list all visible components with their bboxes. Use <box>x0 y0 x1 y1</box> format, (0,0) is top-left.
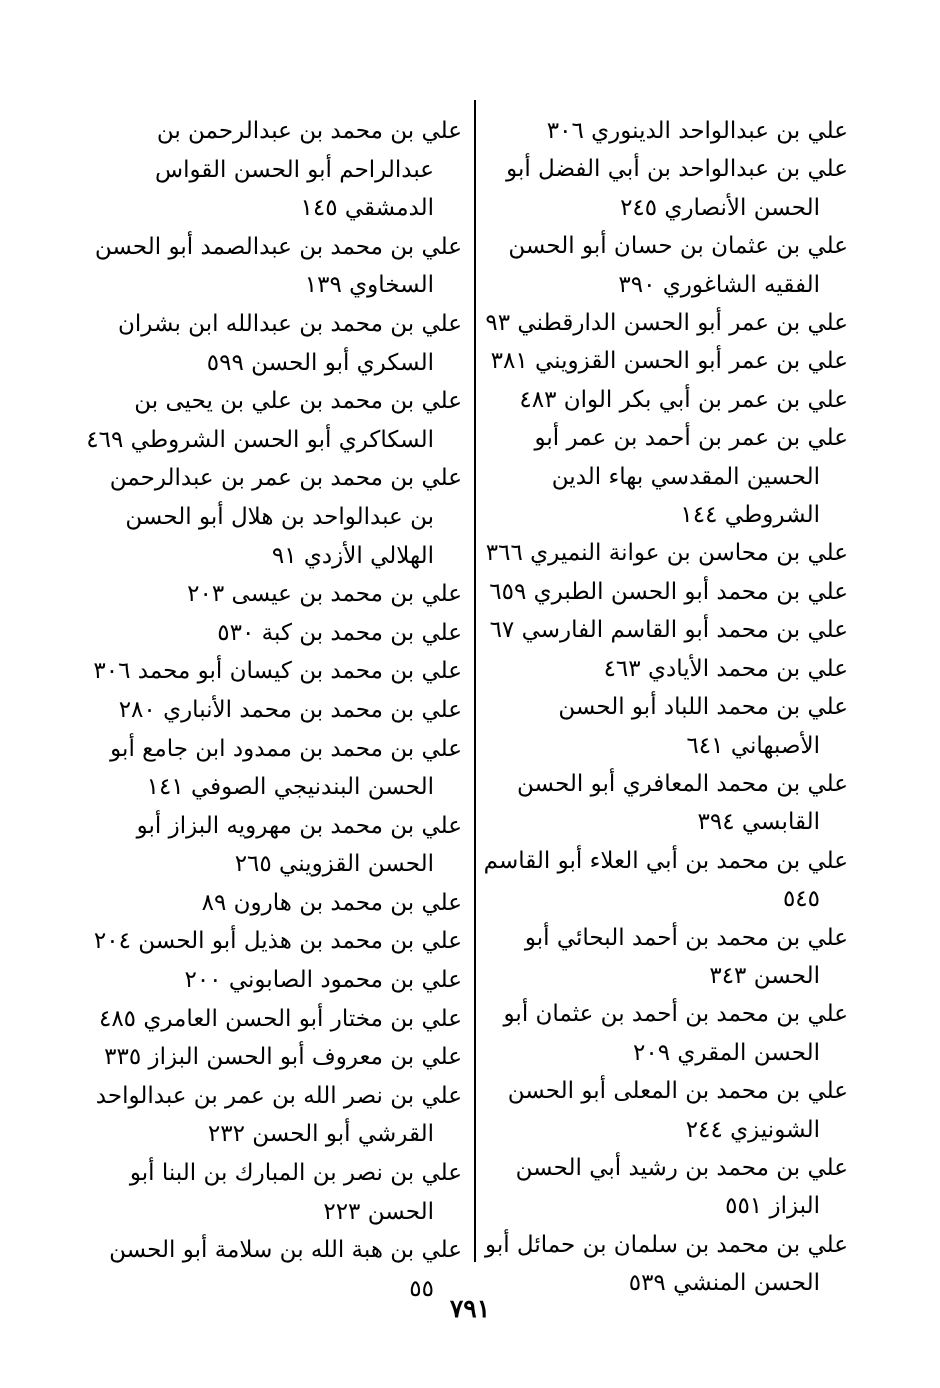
index-entry: علي بن نصر بن المبارك بن البنا أبو الحسن ٢٢٣ <box>129 1160 462 1225</box>
index-entry: علي بن عبدالواحد بن أبي الفضل أبو الحسن الأنصاري ٢٤٥ <box>506 156 848 221</box>
index-entry: علي بن محمد أبو الحسن الطبري ٦٥٩ <box>489 578 848 605</box>
index-entry: علي بن نصر الله بن عمر بن عبدالواحد القرشي أبو الحسن ٢٣٢ <box>95 1082 462 1148</box>
right-index-column <box>468 112 848 1303</box>
index-entry: علي بن محمد بن عبدالرحمن بن عبدالراحم أبو الحسن القواس الدمشقي ١٤٥ <box>155 118 462 222</box>
index-entry: علي بن محمد بن هارون ٨٩ <box>201 889 462 916</box>
index-entry: علي بن عمر أبو الحسن الدارقطني ٩٣ <box>485 310 848 337</box>
index-entry: علي بن محمد بن علي بن يحيى بن السكاكري أبو الحسن الشروطي ٤٦٩ <box>86 388 462 453</box>
index-entry: علي بن محاسن بن عوانة النميري ٣٦٦ <box>485 540 848 567</box>
index-entry: علي بن محمد المعافري أبو الحسن القابسي ٣٩٤ <box>517 770 848 836</box>
index-entry: علي بن عمر أبو الحسن القزويني ٣٨١ <box>490 348 848 375</box>
index-entry: علي بن محمد اللباد أبو الحسن الأصبهاني ٦٤١ <box>558 694 848 759</box>
index-entry: علي بن محمود الصابوني ٢٠٠ <box>184 967 462 994</box>
index-entry: علي بن محمد بن رشيد أبي الحسن البزاز ٥٥١ <box>515 1154 848 1220</box>
index-entry: علي بن هبة الله بن سلامة أبو الحسن ٥٥ <box>109 1237 462 1302</box>
index-entry: علي بن محمد بن عبدالله ابن بشران السكري أبو الحسن ٥٩٩ <box>117 310 462 376</box>
index-entry: علي بن عمر بن أبي بكر الوان ٤٨٣ <box>519 386 848 413</box>
index-entry: علي بن محمد بن كبة ٥٣٠ <box>217 619 462 646</box>
index-entry: علي بن معروف أبو الحسن البزاز ٣٣٥ <box>104 1044 462 1071</box>
index-entry: علي بن محمد بن أحمد البحائي أبو الحسن ٣٤٣ <box>524 924 848 989</box>
index-entry: علي بن محمد بن المعلى أبو الحسن الشونيزي ٢٤٤ <box>507 1078 848 1143</box>
index-entry: علي بن محمد بن مهرويه البزاز أبو الحسن القزويني ٢٦٥ <box>136 812 462 878</box>
index-entry: علي بن محمد بن سلمان بن حمائل أبو الحسن المنشي ٥٣٩ <box>484 1231 848 1297</box>
index-entry: علي بن عثمان بن حسان أبو الحسن الفقيه الشاغوري ٣٩٠ <box>508 233 848 298</box>
index-entry: علي بن محمد بن عبدالصمد أبو الحسن السخاوي ١٣٩ <box>94 233 462 299</box>
index-entry: علي بن محمد بن عمر بن عبدالرحمن بن عبدالواحد بن هلال أبو الحسن الهلالي الأزدي ٩١ <box>109 465 462 569</box>
index-entry: علي بن عبدالواحد الدينوري ٣٠٦ <box>546 118 848 144</box>
index-entry: علي بن محمد الأيادي ٤٦٣ <box>603 655 848 682</box>
left-index-column <box>84 112 462 1308</box>
index-entry: علي بن محمد بن أحمد بن عثمان أبو الحسن المقري ٢٠٩ <box>503 1001 848 1066</box>
index-entry: علي بن عمر بن أحمد بن عمر أبو الحسين المقدسي بهاء الدين الشروطي ١٤٤ <box>534 425 848 529</box>
index-entry: علي بن محمد بن كيسان أبو محمد ٣٠٦ <box>93 658 462 685</box>
index-entry: علي بن محمد بن ممدود ابن جامع أبو الحسن البندنيجي الصوفي ١٤١ <box>110 735 462 801</box>
column-divider <box>474 100 476 1262</box>
index-entry: علي بن محمد بن هذيل أبو الحسن ٢٠٤ <box>93 928 462 955</box>
index-entry: علي بن محمد بن أبي العلاء أبو القاسم ٥٤٥ <box>483 847 848 913</box>
page-number: ٧٩١ <box>449 1294 491 1323</box>
index-entry: علي بن محمد بن محمد الأنباري ٢٨٠ <box>118 696 462 723</box>
index-entry: علي بن مختار أبو الحسن العامري ٤٨٥ <box>98 1005 462 1032</box>
index-entry: علي بن محمد بن عيسى ٢٠٣ <box>187 581 462 608</box>
index-entry: علي بن محمد أبو القاسم الفارسي ٦٧ <box>489 617 848 644</box>
